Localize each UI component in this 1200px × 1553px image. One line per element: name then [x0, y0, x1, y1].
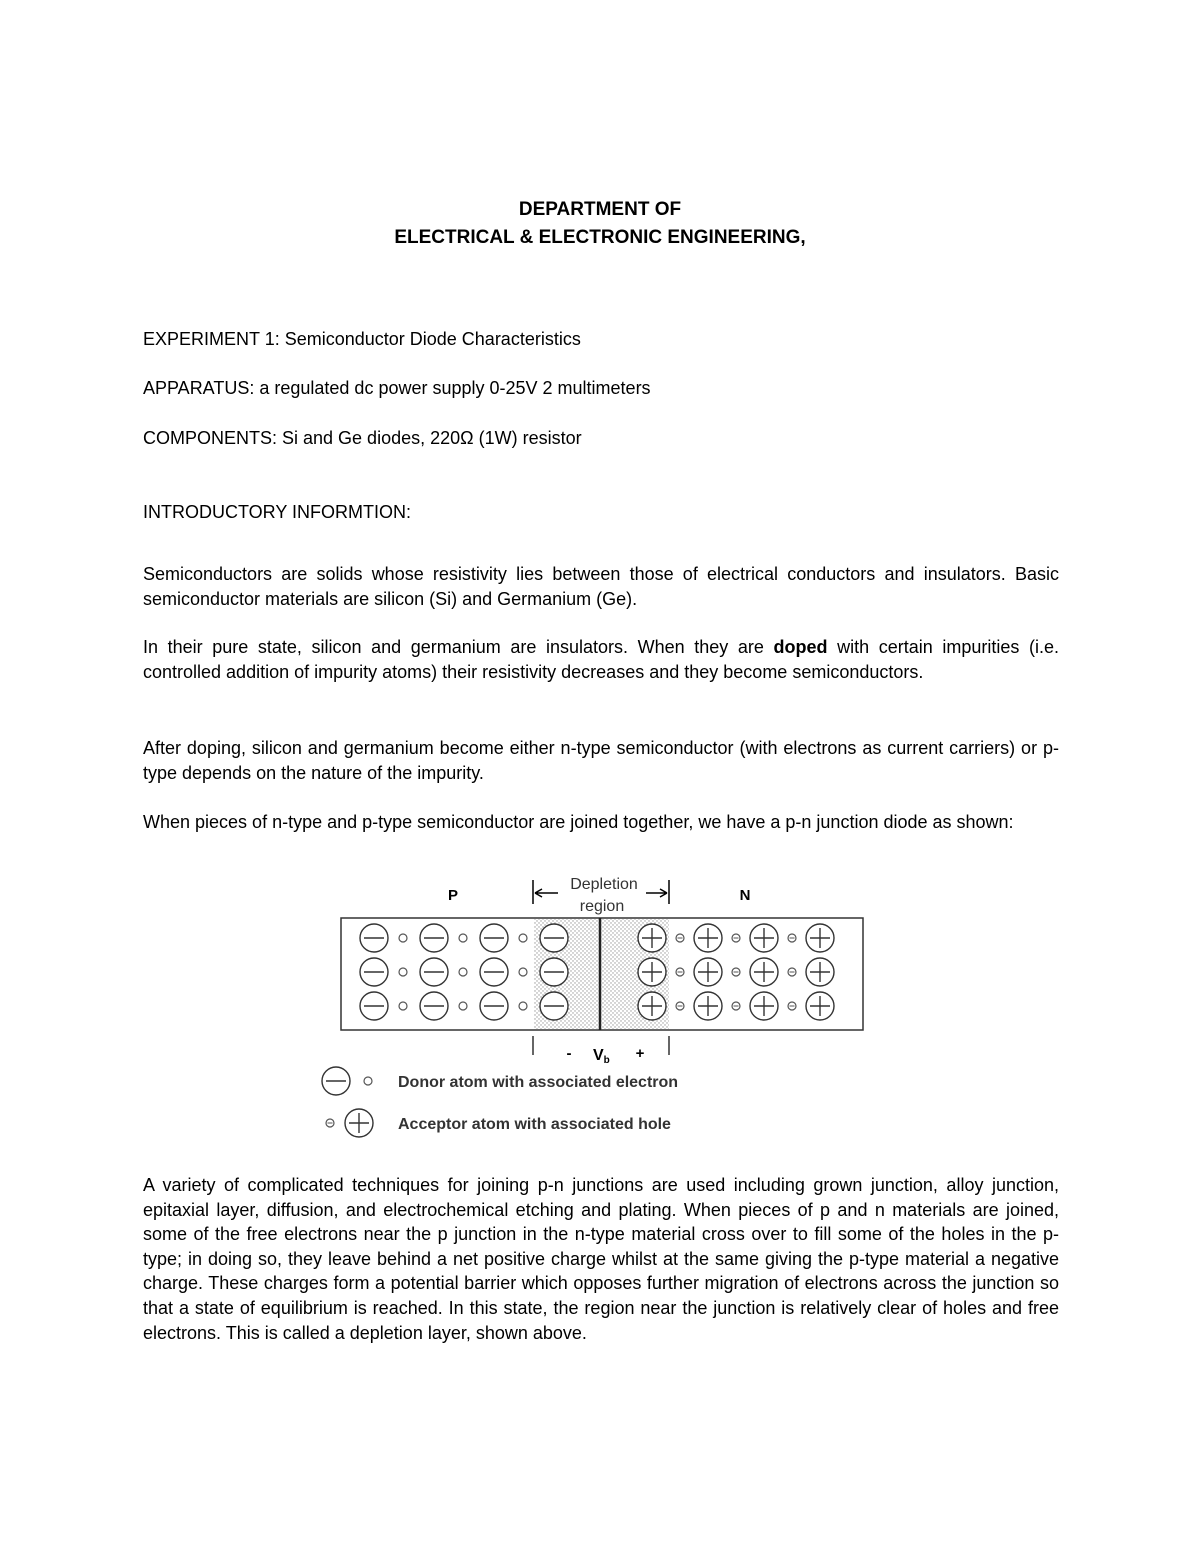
- para5-line: A variety of complicated techniques for joining p-n junctions are used including grown: [143, 1175, 863, 1195]
- label-n: N: [739, 887, 751, 904]
- negative-ion-icon: [480, 992, 508, 1020]
- electron-icon: [788, 1002, 796, 1010]
- paragraph-doping: [143, 635, 1059, 684]
- depletion-right-arrow-icon: [646, 889, 667, 897]
- legend-acceptor-text: Acceptor atom with associated hole: [398, 1116, 671, 1133]
- header-engineering: ELECTRICAL & ELECTRONIC ENGINEERING,: [394, 227, 806, 248]
- para5-line: material cross over to fill some of the holes in the p-type; in doing so, they leave behind a net: [143, 1224, 1059, 1269]
- para5-line: junction, alloy junction, epitaxial layer, diffusion, and electrochemical etching and plating. When: [143, 1175, 1059, 1220]
- negative-ion-icon: [360, 924, 388, 952]
- header-department: DEPARTMENT OF: [518, 199, 682, 220]
- electron-icon: [676, 968, 684, 976]
- apparatus-line: APPARATUS: a regulated dc power supply 0-25V 2 multimeters: [143, 378, 651, 398]
- depletion-left-arrow-icon: [535, 889, 558, 897]
- para2-line1-after: with: [827, 637, 870, 657]
- label-p: P: [447, 887, 459, 904]
- hole-icon: [519, 934, 527, 942]
- negative-ion-icon: [540, 992, 568, 1020]
- positive-ion-icon: [694, 958, 722, 986]
- depletion-label-line1: Depletion: [570, 876, 638, 893]
- hole-icon: [519, 1002, 527, 1010]
- hole-icon: [459, 934, 467, 942]
- vb-label: [593, 1047, 610, 1066]
- paragraph-semiconductors: [143, 562, 1059, 611]
- electron-icon: [732, 1002, 740, 1010]
- paragraph-techniques: [143, 1173, 1059, 1345]
- hole-icon: [399, 934, 407, 942]
- vb-subscript: b: [603, 1055, 610, 1066]
- para5-line: positive charge whilst at the same giving the p-type material a negative charge. These charges: [143, 1248, 1059, 1294]
- para2-line3: become semiconductors.: [723, 661, 924, 682]
- negative-ion-icon: [480, 958, 508, 986]
- paragraph-after-doping: [143, 736, 1059, 785]
- electron-icon: [732, 934, 740, 942]
- negative-ion-icon: [420, 924, 448, 952]
- pn-junction-figure: [300, 868, 880, 1148]
- paragraph-pn-junction: [143, 810, 1059, 835]
- positive-ion-icon: [694, 992, 722, 1020]
- para5-line: a state of equilibrium is reached. In this state, the region near the junction is relatively clear of: [178, 1297, 938, 1318]
- positive-ion-icon: [638, 958, 666, 986]
- positive-ion-icon: [806, 924, 834, 952]
- para3-line1: After doping, silicon and germanium become either n-type semiconductor (with electrons: [143, 738, 857, 758]
- electron-icon: [676, 1002, 684, 1010]
- para2-line2: certain impurities (i.e. controlled addition of impurity atoms) their resistivity decreases and they: [143, 637, 1059, 682]
- para3-line2: as current carriers) or p-type depends on the nature of the impurity.: [143, 738, 1059, 783]
- hole-icon: [459, 1002, 467, 1010]
- hole-icon: [399, 968, 407, 976]
- positive-ion-icon: [638, 924, 666, 952]
- negative-ion-icon: [420, 992, 448, 1020]
- legend-acceptor-symbol-icon: [326, 1109, 373, 1137]
- negative-ion-icon: [420, 958, 448, 986]
- negative-ion-icon: [360, 992, 388, 1020]
- vb-letter: V: [593, 1047, 604, 1064]
- vb-minus-sign: -: [566, 1045, 572, 1062]
- depletion-label-line2: region: [579, 898, 625, 915]
- para4-line1: When pieces of n-type and p-type semiconductor are joined together, we have: [143, 812, 766, 832]
- negative-ion-icon: [480, 924, 508, 952]
- electron-icon: [676, 934, 684, 942]
- positive-ion-icon: [806, 992, 834, 1020]
- hole-icon: [519, 968, 527, 976]
- positive-ion-icon: [750, 992, 778, 1020]
- positive-ion-icon: [638, 992, 666, 1020]
- hole-icon: [459, 968, 467, 976]
- para4-line2: a p-n junction diode as shown:: [770, 812, 1014, 832]
- negative-ion-icon: [360, 958, 388, 986]
- pn-junction-diagram: [300, 868, 880, 1148]
- para1-line2: and insulators. Basic semiconductor materials are silicon (Si) and Germanium (Ge).: [143, 564, 1059, 609]
- hole-icon: [399, 1002, 407, 1010]
- legend-donor-symbol-icon: [322, 1067, 372, 1095]
- intro-heading: INTRODUCTORY INFORMTION:: [143, 502, 412, 522]
- positive-ion-icon: [750, 958, 778, 986]
- components-line: COMPONENTS: Si and Ge diodes, 220Ω (1W) resistor: [143, 428, 582, 448]
- positive-ion-icon: [806, 958, 834, 986]
- para2-line1: [143, 637, 869, 657]
- para1-line1: Semiconductors are solids whose resistivity lies between those of electrical conductors: [143, 564, 876, 584]
- para5-line: form a potential barrier which opposes further migration of electrons across the junction so that: [143, 1273, 1059, 1318]
- electron-icon: [788, 934, 796, 942]
- electron-icon: [732, 968, 740, 976]
- electron-icon: [788, 968, 796, 976]
- negative-ion-icon: [540, 924, 568, 952]
- para5-last-line: holes and free electrons. This is called a depletion layer, shown above.: [143, 1297, 1059, 1343]
- experiment-title: EXPERIMENT 1: Semiconductor Diode Characteristics: [143, 329, 581, 349]
- negative-ion-icon: [540, 958, 568, 986]
- positive-ion-icon: [750, 924, 778, 952]
- document-header: [0, 196, 1200, 252]
- vb-plus-sign: +: [635, 1045, 645, 1062]
- positive-ion-icon: [694, 924, 722, 952]
- para2-bold-doped: doped: [773, 637, 828, 657]
- legend-donor-text: Donor atom with associated electron: [398, 1074, 679, 1091]
- para5-line: pieces of p and n materials are joined, some of the free electrons near the p junction in the n-type: [143, 1199, 1059, 1245]
- para2-line1-before: In their pure state, silicon and germanium are insulators. When they are: [143, 637, 774, 657]
